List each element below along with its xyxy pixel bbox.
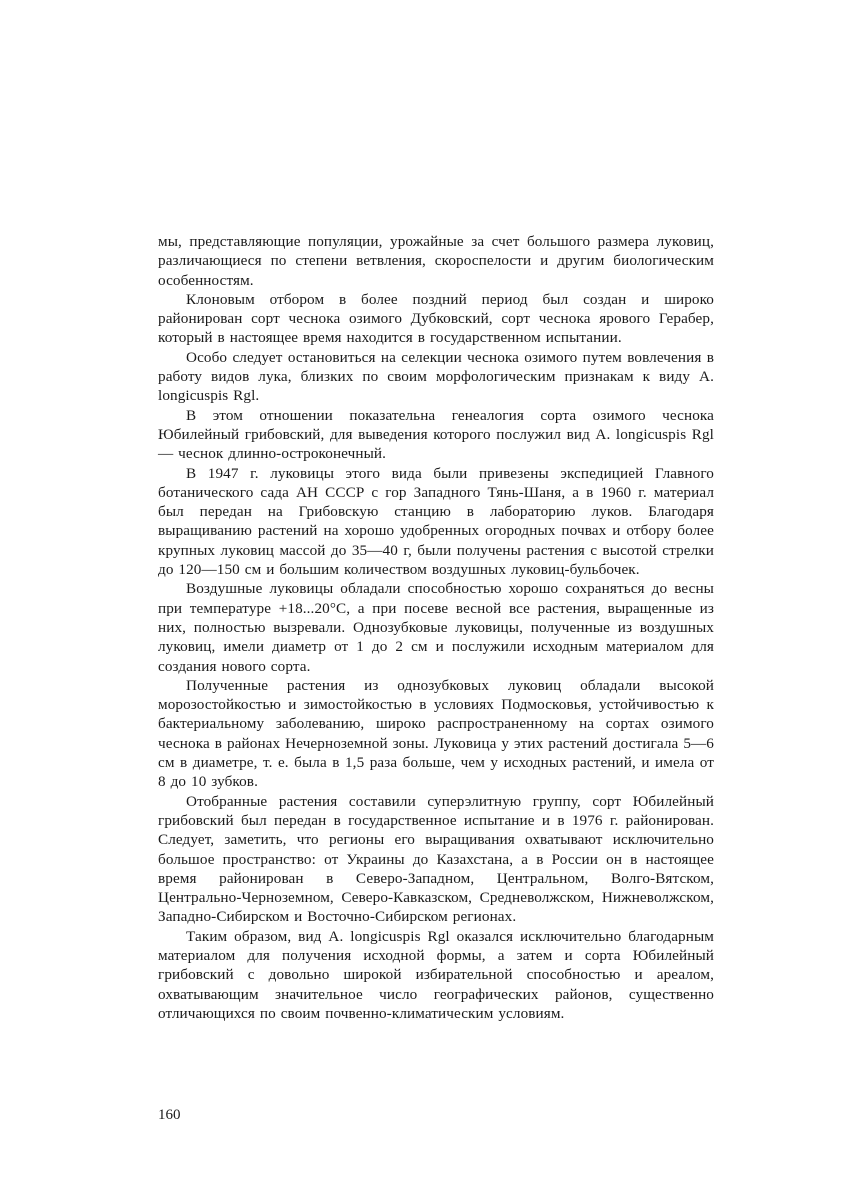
paragraph: Особо следует остановиться на селекции чеснока озимого путем вовлечения в работу видов лука, близких по своим морфологическим признакам к виду A. longicuspis Rgl.	[158, 348, 714, 405]
paragraph: В этом отношении показательна генеалогия сорта озимого чеснока Юбилейный грибовский, для выведения которого послужил вид A. longicuspis Rgl — чеснок длинно-остроконечный.	[158, 406, 714, 463]
paragraph: Клоновым отбором в более поздний период был создан и широко районирован сорт чеснока озимого Дубковский, сорт чеснока ярового Герабер, который в настоящее время находится в государственном испытании.	[158, 290, 714, 347]
paragraph: Отобранные растения составили суперэлитную группу, сорт Юбилейный грибовский был передан в государственное испытание и в 1976 г. районирован. Следует, заметить, что регионы его выращивания охватывают исключительно большое пространство: от Украины до Казахстана, а в России он в настоящее время районирован в Северо-Западном, Центральном, Волго-Вятском, Центрально-Черноземном, Северо-Кавказском, Средневолжском, Нижневолжском, Западно-Сибирском и Восточно-Сибирском регионах.	[158, 792, 714, 926]
paragraph: Таким образом, вид A. longicuspis Rgl оказался исключительно благодарным материалом для получения исходной формы, а затем и сорта Юбилейный грибовский с довольно широкой избирательной способностью и ареалом, охватывающим значительное число географических районов, существенно отличающихся по своим почвенно-климатическим условиям.	[158, 927, 714, 1022]
paragraph: Воздушные луковицы обладали способностью хорошо сохраняться до весны при температуре +18...20°С, а при посеве весной все растения, выращенные из них, полностью вызревали. Однозубковые луковицы, полученные из воздушных луковиц, имели диаметр от 1 до 2 см и послужили исходным материалом для создания нового сорта.	[158, 580, 714, 675]
paragraph: В 1947 г. луковицы этого вида были привезены экспедицией Главного ботанического сада АН СССР с гор Западного Тянь-Шаня, а в 1960 г. материал был передан на Грибовскую станцию в лабораторию луков. Благодаря выращиванию растений на хорошо удобренных огородных почвах и отбору более крупных луковиц массой до 35—40 г, были получены растения с высотой стрелки до 120—150 см и большим количеством воздушных луковиц-бульбочек.	[158, 464, 714, 579]
paragraph: Полученные растения из однозубковых луковиц обладали высокой морозостойкостью и зимостойкостью в условиях Подмосковья, устойчивостью к бактериальному заболеванию, широко распространенному на сортах озимого чеснока в районах Нечерноземной зоны. Луковица у этих растений достигала 5—6 см в диаметре, т. е. была в 1,5 раза больше, чем у исходных растений, и имела от 8 до 10 зубков.	[158, 676, 714, 791]
page-number: 160	[158, 1107, 181, 1123]
paragraph-continuation: мы, представляющие популяции, урожайные за счет большого размера луковиц, различающиеся по степени ветвления, скороспелости и другим биологическим особенностям.	[158, 233, 714, 289]
body-text	[158, 232, 714, 1023]
